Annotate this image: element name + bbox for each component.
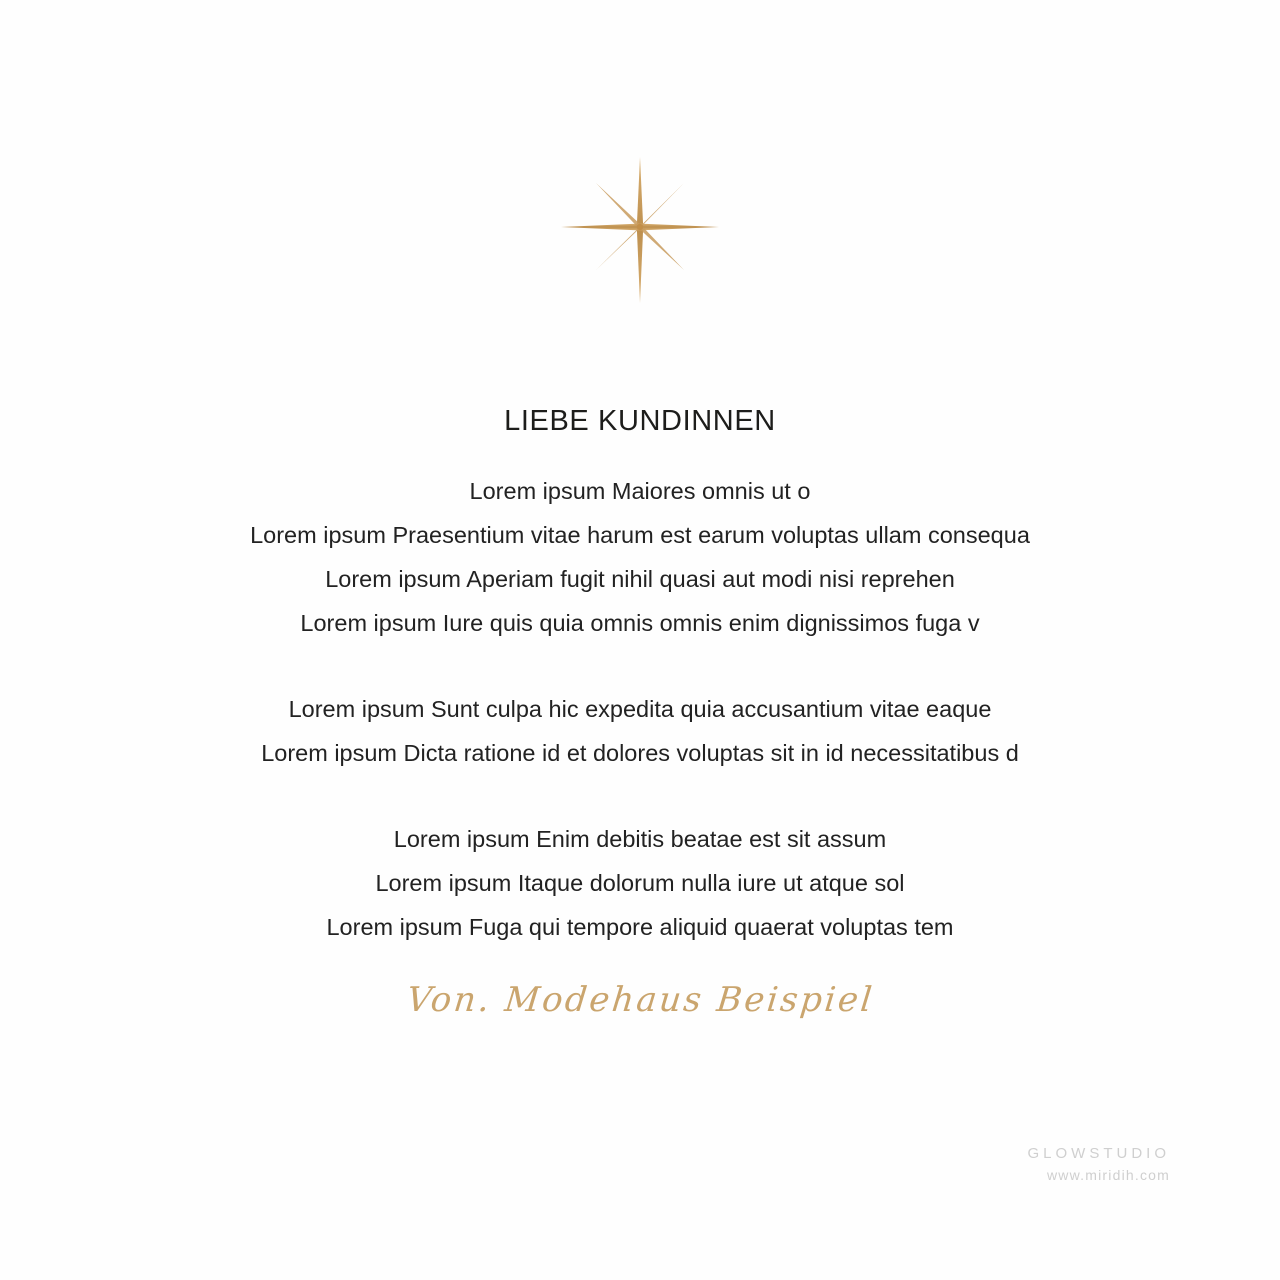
sparkle-ornament xyxy=(0,155,1280,305)
sparkle-star-icon xyxy=(555,155,725,305)
body-line: Lorem ipsum Dicta ratione id et dolores voluptas sit in id necessitatibus d xyxy=(261,739,1019,766)
signature-text: Von. Modehaus Beispiel xyxy=(404,980,876,1020)
watermark-url: www.miridih.com xyxy=(1046,1167,1170,1183)
body-line: Lorem ipsum Fuga qui tempore aliquid quaerat voluptas tem xyxy=(326,913,954,940)
watermark xyxy=(1027,1143,1170,1185)
body-line: Lorem ipsum Aperiam fugit nihil quasi aut modi nisi reprehen xyxy=(325,565,955,592)
page-title: LIEBE KUNDINNEN xyxy=(504,405,776,437)
signature xyxy=(0,980,1280,1020)
paragraph-1 xyxy=(0,469,1280,645)
body-line: Lorem ipsum Enim debitis beatae est sit assum xyxy=(393,825,887,852)
body-line: Lorem ipsum Iure quis quia omnis omnis enim dignissimos fuga v xyxy=(300,609,980,636)
body-line: Lorem ipsum Sunt culpa hic expedita quia accusantium vitae eaque xyxy=(288,695,992,722)
paragraph-3 xyxy=(0,817,1280,949)
body-line: Lorem ipsum Maiores omnis ut o xyxy=(469,477,811,504)
card-content xyxy=(0,404,1280,949)
body-line: Lorem ipsum Praesentium vitae harum est earum voluptas ullam consequa xyxy=(250,521,1030,548)
body-line: Lorem ipsum Itaque dolorum nulla iure ut atque sol xyxy=(375,869,905,896)
paragraph-2 xyxy=(0,687,1280,775)
watermark-brand: GLOWSTUDIO xyxy=(1027,1145,1170,1162)
